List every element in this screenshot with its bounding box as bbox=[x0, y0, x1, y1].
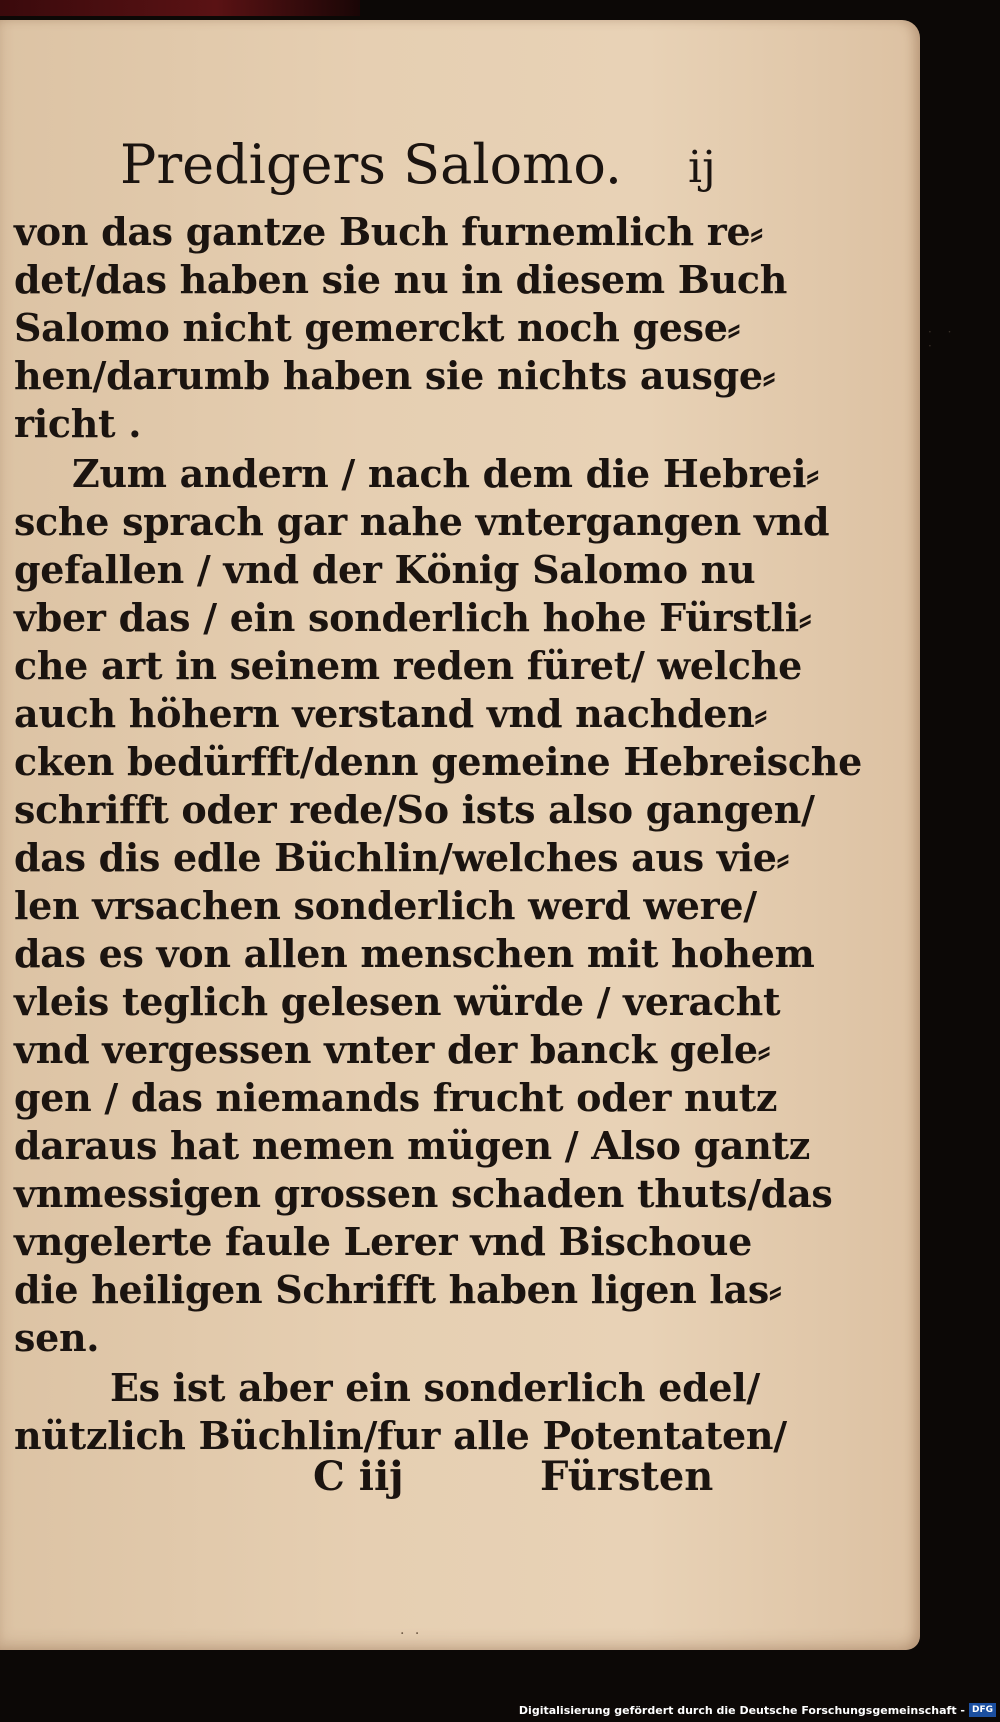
paragraph-start-line: Zum andern / nach dem die Hebrei⸗ bbox=[72, 451, 819, 496]
scan-artifact: · · · bbox=[928, 325, 958, 353]
text-line: sche sprach gar nahe vntergangen vnd bbox=[14, 499, 830, 544]
text-line: cken bedürfft/denn gemeine Hebreische bbox=[14, 739, 862, 784]
dfg-logo: DFG bbox=[969, 1703, 996, 1717]
text-line: das dis edle Büchlin/welches aus vie⸗ bbox=[14, 835, 789, 880]
folio-number: ij bbox=[688, 142, 716, 193]
text-line: Salomo nicht gemerckt noch gese⸗ bbox=[14, 305, 740, 350]
text-line: che art in seinem reden füret/ welche bbox=[14, 643, 802, 688]
text-line: vngelerte faule Lerer vnd Bischoue bbox=[14, 1219, 752, 1264]
text-line: det/das haben sie nu in diesem Buch bbox=[14, 257, 788, 302]
paragraph-start-line: Es ist aber ein sonderlich edel/ bbox=[110, 1365, 760, 1410]
text-line: vber das / ein sonderlich hohe Fürstli⸗ bbox=[14, 595, 812, 640]
signature-mark: C iij bbox=[313, 1453, 404, 1500]
catchword: Fürsten bbox=[540, 1453, 714, 1500]
text-line: len vrsachen sonderlich werd were/ bbox=[14, 883, 757, 928]
text-line: hen/darumb haben sie nichts ausge⸗ bbox=[14, 353, 776, 398]
text-line: daraus hat nemen mügen / Also gantz bbox=[14, 1123, 811, 1168]
text-line: vnmessigen grossen schaden thuts/das bbox=[14, 1171, 833, 1216]
text-line: vleis teglich gelesen würde / veracht bbox=[14, 979, 781, 1024]
book-page bbox=[0, 20, 920, 1650]
digitization-credit bbox=[519, 1702, 996, 1718]
text-line: sen. bbox=[14, 1315, 100, 1360]
credit-text: Digitalisierung gefördert durch die Deutsche Forschungsgemeinschaft - bbox=[518, 1703, 965, 1717]
text-line: nützlich Büchlin/fur alle Potentaten/ bbox=[14, 1413, 787, 1458]
text-line: die heiligen Schrifft haben ligen las⸗ bbox=[14, 1267, 782, 1312]
text-line: von das gantze Buch furnemlich re⸗ bbox=[14, 209, 763, 254]
running-head: Predigers Salomo. bbox=[120, 133, 623, 196]
text-line: das es von allen menschen mit hohem bbox=[14, 931, 815, 976]
page-speck: · · bbox=[400, 1626, 423, 1642]
text-line: gefallen / vnd der König Salomo nu bbox=[14, 547, 756, 592]
text-line: schrifft oder rede/So ists also gangen/ bbox=[14, 787, 815, 832]
text-line: richt . bbox=[14, 401, 142, 446]
text-line: gen / das niemands frucht oder nutz bbox=[14, 1075, 778, 1120]
text-line: auch höhern verstand vnd nachden⸗ bbox=[14, 691, 767, 736]
book-cover-edge bbox=[0, 0, 360, 16]
page-text bbox=[0, 20, 920, 1650]
text-line: vnd vergessen vnter der banck gele⸗ bbox=[14, 1027, 771, 1072]
